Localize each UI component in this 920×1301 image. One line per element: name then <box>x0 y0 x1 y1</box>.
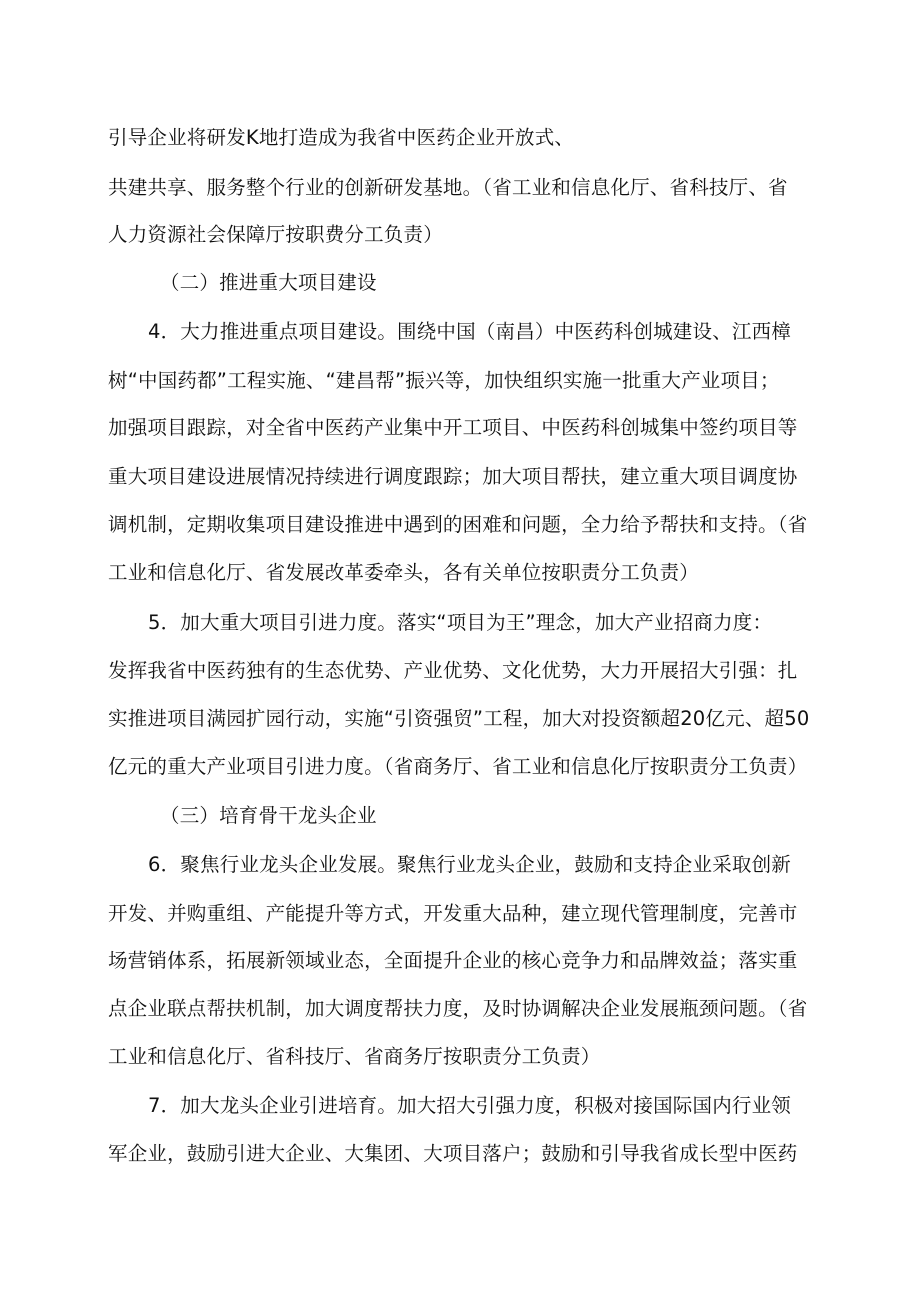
paragraph-line: 6．聚焦行业龙头企业发展。聚焦行业龙头企业，鼓励和支持企业采取创新 <box>148 853 792 876</box>
paragraph-line: 工业和信息化厅、省科技厅、省商务厅按职责分工负责） <box>108 1045 601 1068</box>
paragraph-line: 发挥我省中医药独有的生态优势、产业优势、文化优势，大力开展招大引强：扎 <box>108 659 798 682</box>
paragraph-line: 实推进项目满园扩园行动，实施“引资强贸”工程，加大对投资额超20亿元、超50 <box>108 707 810 730</box>
paragraph-line: 5．加大重大项目引进力度。落实“项目为王”理念，加大产业招商力度： <box>148 611 773 634</box>
paragraph-line: 引导企业将研发K地打造成为我省中医药企业开放式、 <box>108 126 575 149</box>
paragraph-line: 4．大力推进重点项目建设。围绕中国（南昌）中医药科创城建设、江西樟 <box>148 320 792 343</box>
paragraph-line: 亿元的重大产业项目引进力度。（省商务厅、省工业和信息化厅按职责分工负责） <box>108 755 808 778</box>
paragraph-line: 加强项目跟踪，对全省中医药产业集中开工项目、中医药科创城集中签约项目等 <box>108 416 798 439</box>
paragraph-line: 工业和信息化厅、省发展改革委牵头，各有关单位按职责分工负责） <box>108 561 700 584</box>
paragraph-line: 人力资源社会保障厅按职费分工负责） <box>108 223 443 246</box>
paragraph-line: 军企业，鼓励引进大企业、大集团、大项目落户；鼓励和引导我省成长型中医药 <box>108 1142 798 1165</box>
paragraph-line: 树“中国药都”工程实施、“建昌帮”振兴等，加快组织实施一批重大产业项目； <box>108 369 780 392</box>
section-heading: （二）推进重大项目建设 <box>160 271 377 294</box>
paragraph-line: 点企业联点帮扶机制，加大调度帮扶力度，及时协调解决企业发展瓶颈问题。（省 <box>108 997 808 1020</box>
section-heading: （三）培育骨干龙头企业 <box>160 804 377 827</box>
paragraph-line: 7．加大龙头企业引进培育。加大招大引强力度，积极对接国际国内行业领 <box>148 1094 792 1117</box>
paragraph-line: 场营销体系，拓展新领域业态，全面提升企业的核心竞争力和品牌效益；落实重 <box>108 949 798 972</box>
paragraph-line: 共建共享、服务整个行业的创新研发基地。（省工业和信息化厅、省科技厅、省 <box>108 176 788 199</box>
paragraph-line: 调机制，定期收集项目建设推进中遇到的困难和问题，全力给予帮扶和支持。（省 <box>108 513 808 536</box>
paragraph-line: 开发、并购重组、产能提升等方式，开发重大品种，建立现代管理制度，完善市 <box>108 902 798 925</box>
paragraph-line: 重大项目建设进展情况持续进行调度跟踪；加大项目帮扶，建立重大项目调度协 <box>108 465 798 488</box>
